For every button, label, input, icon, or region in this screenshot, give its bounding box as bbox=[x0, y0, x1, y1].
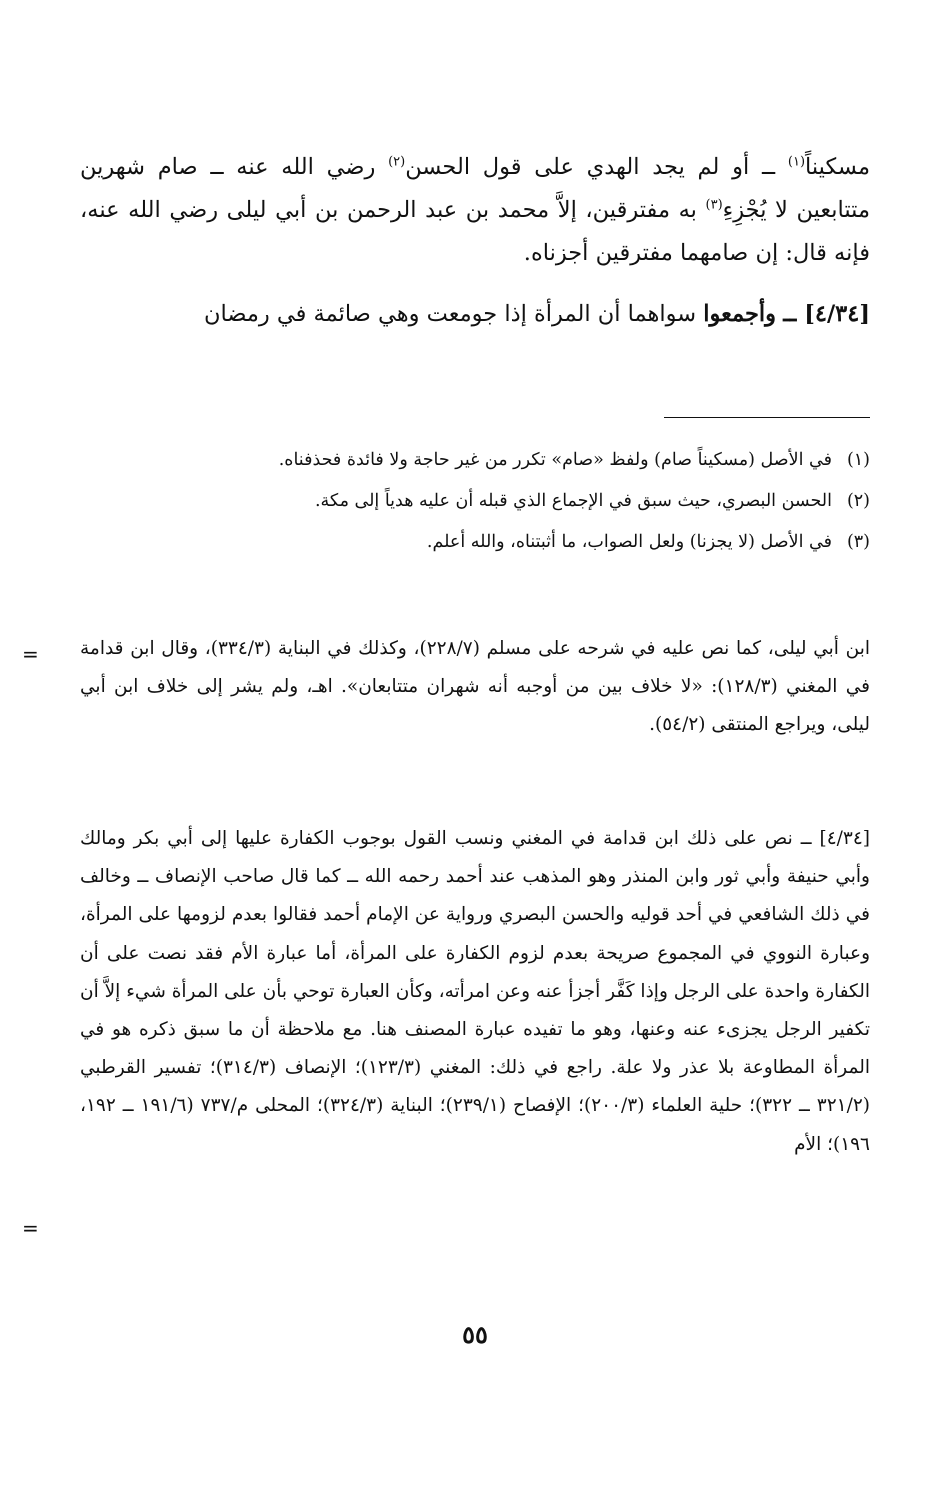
page-number: ٥٥ bbox=[462, 1320, 488, 1349]
note-34: [٤/٣٤] ــ نص على ذلك ابن قدامة في المغني ونسب القول بوجوب الكفارة عليها إلى أبي بكر ومالك وأبي حنيفة وأبي ثور وابن المنذر وهو المذهب عند أحمد رحمه الله ــ كما قال صاحب الإنصاف ــ وخالف في ذلك الشافعي في أحد قوليه والحسن البصري ورواية عن الإمام أحمد فقالوا بعدم لزومها على المرأة، وعبارة النووي في المجموع صريحة بعدم لزوم الكفارة على المرأة، أما عبارة الأم فقد نصت على أن الكفارة واحدة على الرجل وإذا كَفَّر أجزأ عنه وعن امرأته، وكأن العبارة توحي بأن على المرأة شيء إلاَّ أن تكفير الرجل يجزىء عنه وعنها، وهو ما تفيده عبارة المصنف هنا. مع ملاحظة أن ما سبق ذكره هو في المرأة المطاوعة بلا عذر ولا علة. راجع في ذلك: المغني (١٢٣/٣)؛ الإنصاف (٣١٤/٣)؛ تفسير القرطبي (٣٢١/٢ ــ ٣٢٢)؛ حلية العلماء (٢٠٠/٣)؛ الإفصاح (٢٣٩/١)؛ البناية (٣٢٤/٣)؛ المحلى م/٧٣٧ (١٩١/٦ ــ ١٩٢، ١٩٦)؛ الأم bbox=[80, 828, 870, 1155]
continuation-marker-bottom: = bbox=[22, 1216, 39, 1240]
main-paragraph-2 bbox=[80, 293, 870, 336]
text-run: رضي الله عنه ــ صام شهرين متتابعين لا يُجْزِءِ bbox=[80, 154, 871, 223]
text-run: ــ أو لم يجد الهدي على قول الحسن bbox=[405, 154, 788, 180]
bold-lead: وأجمعوا bbox=[703, 301, 777, 327]
footnote-number: (٢) bbox=[846, 491, 870, 511]
footnote-3 bbox=[80, 522, 870, 563]
section-ref: [٤/٣٤] ــ bbox=[783, 301, 870, 327]
continuation-marker-top: = bbox=[22, 642, 39, 666]
footnote-2 bbox=[80, 481, 870, 522]
main-paragraph-1 bbox=[80, 146, 870, 275]
footnote-separator bbox=[664, 417, 870, 418]
main-text bbox=[80, 146, 870, 336]
footnote-number: (٣) bbox=[846, 532, 870, 552]
footnote-text: في الأصل (مسكيناً صام) ولفظ «صام» تكرر من غير حاجة ولا فائدة فحذفناه. bbox=[278, 450, 832, 470]
footnote-number: (١) bbox=[846, 450, 870, 470]
footnotes bbox=[80, 440, 870, 563]
text-run: به مفترقين، إلاَّ محمد بن عبد الرحمن بن أبي ليلى رضي الله عنه، فإنه قال: إن صامهما مفترقين أجزناه. bbox=[80, 197, 870, 266]
footnote-1 bbox=[80, 440, 870, 481]
footnote-ref-3[interactable]: (٣) bbox=[705, 197, 723, 213]
text-run: سواهما أن المرأة إذا جومعت وهي صائمة في رمضان bbox=[203, 301, 704, 327]
footnote-text: الحسن البصري، حيث سبق في الإجماع الذي قبله أن عليه هدياً إلى مكة. bbox=[314, 491, 832, 511]
footnote-ref-2[interactable]: (٢) bbox=[388, 154, 406, 170]
continued-note: ابن أبي ليلى، كما نص عليه في شرحه على مسلم (٢٢٨/٧)، وكذلك في البناية (٣٣٤/٣)، وقال ابن قدامة في المغني (١٢٨/٣): «لا خلاف بين من أوجبه أنه شهران متتابعان». اهـ، ولم يشر إلى خلاف ابن أبي ليلى، ويراجع المنتقى (٥٤/٢). bbox=[80, 638, 870, 735]
footnote-text: في الأصل (لا يجزنا) ولعل الصواب، ما أثبتناه، والله أعلم. bbox=[426, 532, 832, 552]
text-run: مسكيناً bbox=[805, 154, 870, 180]
footnote-ref-1[interactable]: (١) bbox=[787, 154, 806, 170]
